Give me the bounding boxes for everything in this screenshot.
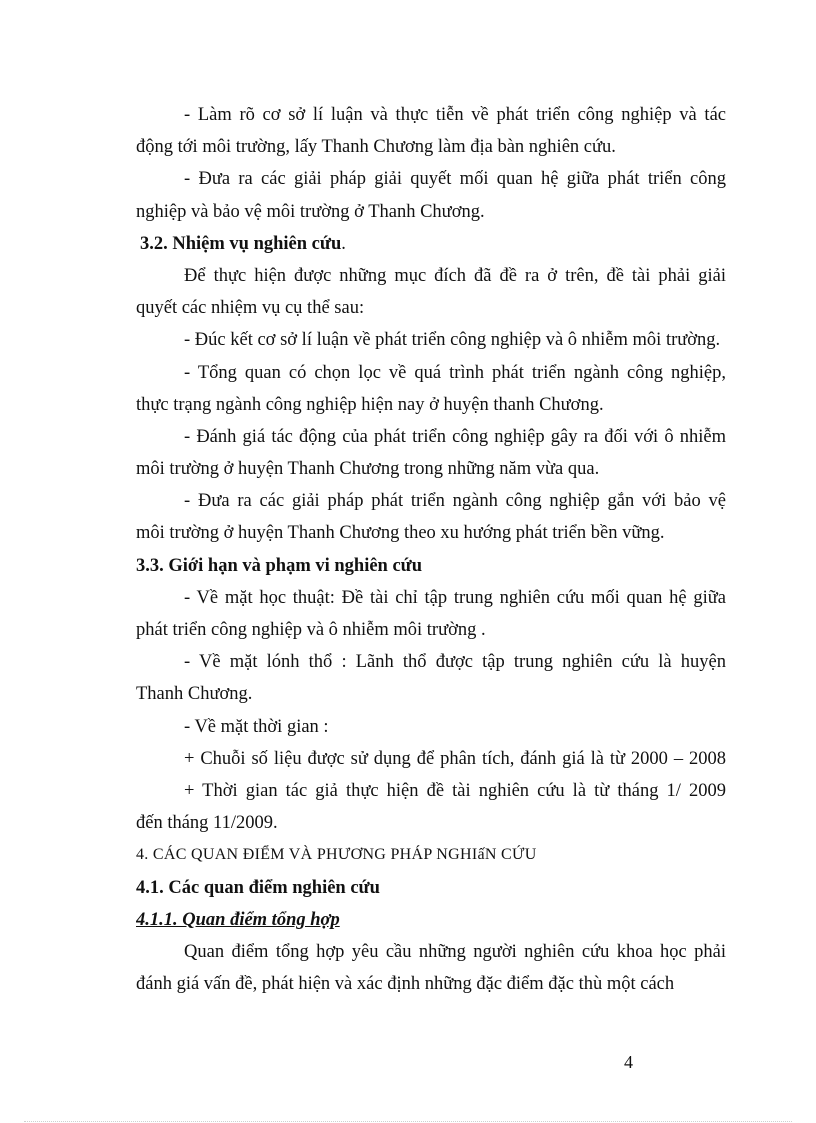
paragraph-line: môi trường ở huyện Thanh Chương trong những năm vừa qua. [136, 459, 600, 480]
paragraph-line: - Về mặt học thuật: Đề tài chỉ tập trung nghiên cứu mối quan hệ giữa [184, 587, 726, 608]
paragraph-line: - Về mặt thời gian : [184, 716, 329, 737]
paragraph-line: Để thực hiện được những mục đích đã đề ra ở trên, đề tài phải giải [184, 265, 726, 286]
paragraph-line: - Đưa ra các giải pháp phát triển ngành công nghiệp gắn với bảo vệ [184, 491, 726, 512]
paragraph-line: Thanh Chương. [136, 684, 253, 705]
paragraph-line: nghiệp và bảo vệ môi trường ở Thanh Chương. [136, 201, 485, 222]
paragraph-line: động tới môi trường, lấy Thanh Chương làm địa bàn nghiên cứu. [136, 137, 616, 158]
page-number: 4 [624, 1052, 633, 1072]
paragraph-line: thực trạng ngành công nghiệp hiện nay ở huyện thanh Chương. [136, 394, 604, 415]
heading-period: . [341, 233, 346, 254]
paragraph-line: - Làm rõ cơ sở lí luận và thực tiễn về phát triển công nghiệp và tác [184, 105, 726, 125]
paragraph-line: + Chuỗi số liệu được sử dụng để phân tích, đánh giá là từ 2000 – 2008 [184, 748, 726, 769]
paragraph-line: - Đưa ra các giải pháp giải quyết mối quan hệ giữa phát triển công [184, 169, 726, 190]
paragraph-line: Quan điểm tổng hợp yêu cầu những người nghiên cứu khoa học phải [184, 941, 726, 962]
paragraph-line: quyết các nhiệm vụ cụ thể sau: [136, 298, 365, 319]
section-heading-4-1-1: 4.1.1. Quan điểm tổng hợp [136, 909, 340, 930]
section-heading-3-2 [136, 228, 726, 260]
paragraph-line: - Tổng quan có chọn lọc về quá trình phát triển ngành công nghiệp, [184, 362, 726, 383]
paragraph-line: - Đánh giá tác động của phát triển công nghiệp gây ra đối với ô nhiễm [184, 426, 726, 447]
paragraph-line: + Thời gian tác giả thực hiện đề tài nghiên cứu là từ tháng 1/ 2009 [184, 780, 726, 801]
paragraph-line: - Về mặt lónh thổ : Lãnh thổ được tập trung nghiên cứu là huyện [184, 652, 726, 673]
section-heading-4: 4. CÁC QUAN ĐIỂM VÀ PHƯƠNG PHÁP NGHIấN CỨU [136, 846, 537, 864]
paragraph-line: đến tháng 11/2009. [136, 813, 278, 834]
page-bottom-divider [24, 1121, 792, 1122]
paragraph-line: môi trường ở huyện Thanh Chương theo xu hướng phát triển bền vững. [136, 523, 665, 544]
section-heading-3-3: 3.3. Giới hạn và phạm vi nghiên cứu [136, 555, 423, 576]
section-heading-text: 3.2. Nhiệm vụ nghiên cứu [140, 233, 342, 254]
paragraph-line: - Đúc kết cơ sở lí luận về phát triển công nghiệp và ô nhiễm môi trường. [184, 330, 721, 351]
paragraph-line: đánh giá vấn đề, phát hiện và xác định những đặc điểm đặc thù một cách [136, 974, 675, 995]
section-heading-4-1: 4.1. Các quan điểm nghiên cứu [136, 877, 380, 898]
body-text [136, 99, 726, 1000]
paragraph-line: phát triển công nghiệp và ô nhiễm môi trường . [136, 620, 486, 640]
